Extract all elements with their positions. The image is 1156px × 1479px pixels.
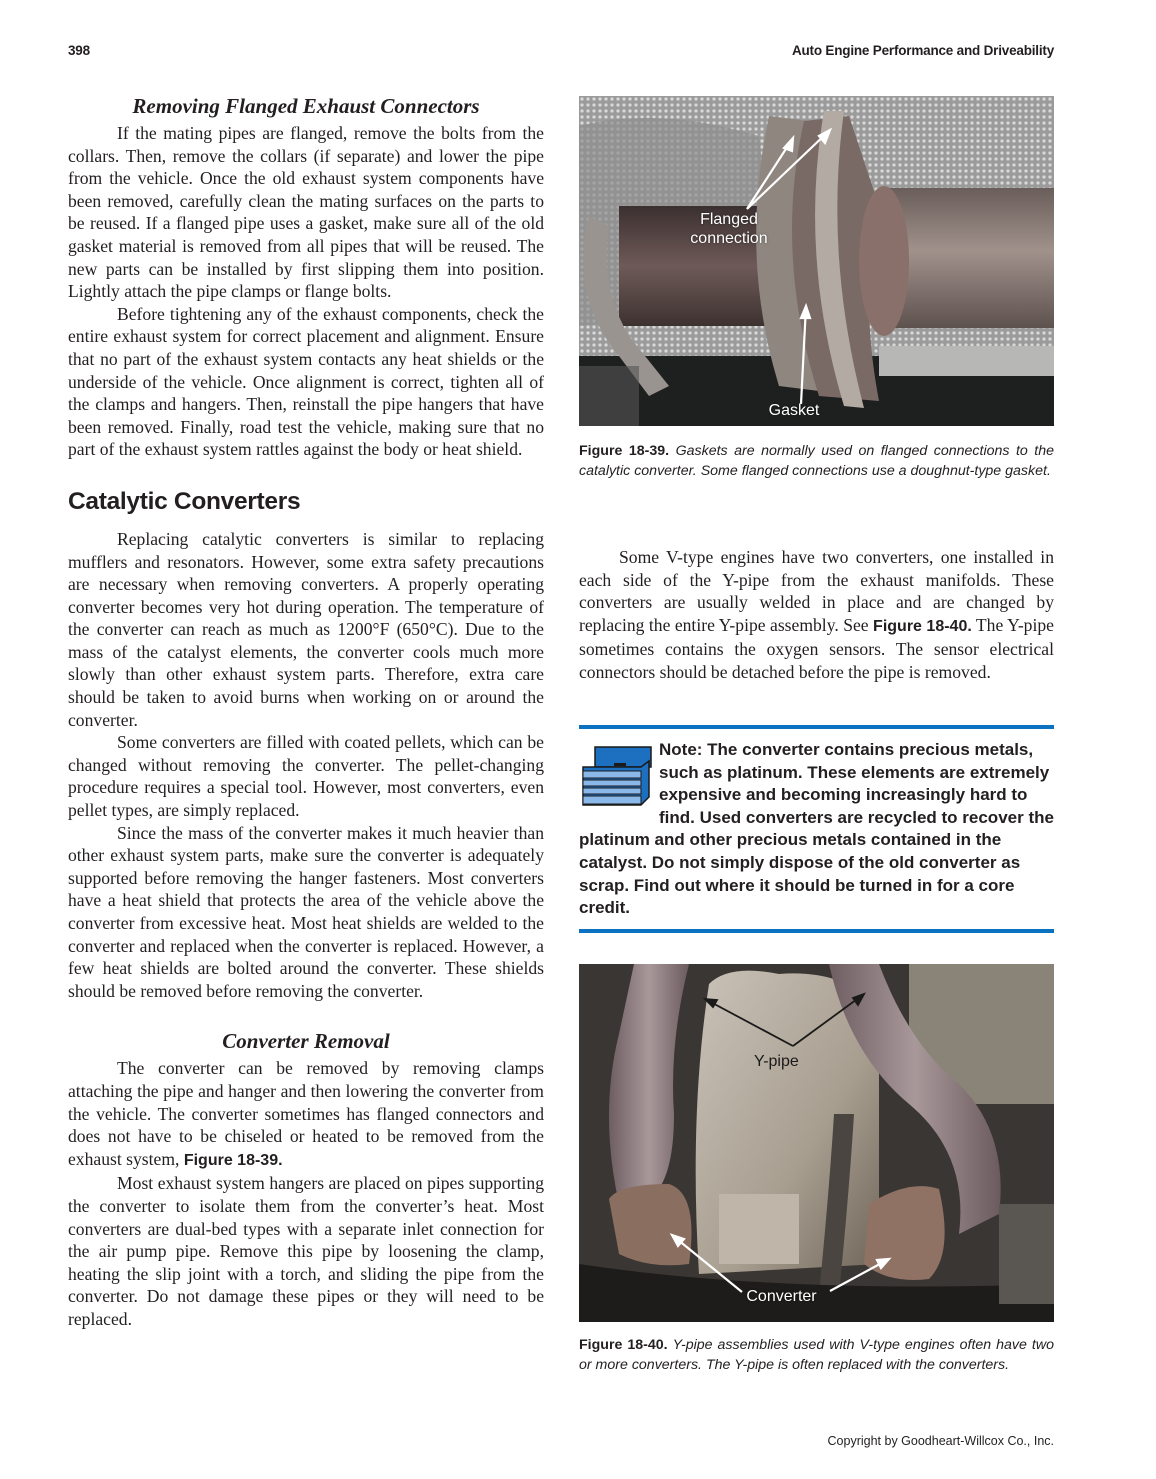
right-column: [579, 96, 1054, 481]
paragraph: Since the mass of the converter makes it much heavier than other exhaust system parts, make sure the converter is adequately supported before removing the hanger fasteners. Most converters have a heat shield that protects the area of the vehicle above the converter from excessive heat. Most heat shields are welded to the converter and replaced when the converter is replaced. However, a few heat shields are bolted around the converter. These shields should be removed before removing the converter.: [68, 822, 544, 1001]
caption-label: Figure 18-40.: [579, 1337, 668, 1353]
note-bottom-rule: [579, 929, 1054, 933]
paragraph: Before tightening any of the exhaust components, check the entire exhaust system for correct placement and alignment. Ensure that no part of the exhaust system contacts any heat shields or the underside of the vehicle. Once alignment is correct, tighten all of the clamps and hangers. Then, reinstall the pipe hangers that have been removed. Finally, road test the vehicle, making sure that no part of the exhaust system rattles against the body or heat shield.: [68, 303, 544, 460]
toolbox-icon: [579, 745, 655, 807]
running-header-title: Auto Engine Performance and Driveability: [791, 43, 1054, 58]
paragraph: Replacing catalytic converters is similar to replacing mufflers and resonators. However, some extra safety precautions are necessary when removing converters. A properly operating converter becomes very hot during operation. The temperature of the converter can reach as much as 1200°F (650°C). Due to the mass of the catalyst elements, the converter cools much more slowly than other exhaust system parts. Therefore, extra care should be taken to avoid burns when working on or around the converter.: [68, 528, 544, 730]
paragraph: Some converters are filled with coated pellets, which can be changed without removing the converter. The pellet-changing procedure requires a special tool. However, most converters, even pellet types, are simply replaced.: [68, 732, 544, 821]
figure-18-40: [579, 964, 1054, 1375]
figure-18-40-caption: [579, 1336, 1054, 1375]
note-body: [579, 729, 1054, 929]
left-column: [68, 92, 544, 1331]
note-text: Note: The converter contains precious metals, such as platinum. These elements are extremely expensive and becoming increasingly hard to find. Used converters are recycled to recover the platinum and other precious metals contained in the catalyst. Do not simply dispose of the old converter as scrap. Find out where it should be turned in for a core credit.: [579, 740, 1054, 918]
paragraph-text: The converter can be removed by removing clamps attaching the pipe and hanger and then lowering the converter from the vehicle. The converter sometimes has flanged connectors and does not have to be chiseled or heated to be removed from the exhaust system,: [68, 1058, 544, 1169]
y-pipe-photo-image: [579, 964, 1054, 1322]
paragraph: [68, 1057, 544, 1172]
label-flanged-connection: Flanged connection: [690, 211, 768, 247]
subheading-converter-removal: Converter Removal: [222, 1029, 390, 1054]
label-gasket: Gasket: [768, 402, 820, 419]
paragraph: If the mating pipes are flanged, remove the bolts from the collars. Then, remove the collars (if separate) and lower the pipe from the vehicle. Once the old exhaust system components have been removed, carefully clean the mating surfaces on the parts to be reused. If a flanged pipe uses a gasket, make sure all of the old gasket material is removed from all pipes that will be reused. The new parts can be installed by first slipping them into position. Lightly attach the pipe clamps or flange bolts.: [68, 123, 544, 302]
figure-reference: Figure 18-39.: [183, 1151, 283, 1169]
caption-label: Figure 18-39.: [579, 443, 670, 459]
figure-reference: Figure 18-40.: [873, 617, 972, 635]
figure-18-39-caption: [579, 442, 1054, 481]
note-box: [579, 725, 1054, 933]
caption-text: Gaskets are normally used on flanged connections to the catalytic converter. Some flanged connections use a doughnut-type gasket.: [579, 443, 1054, 479]
copyright-notice: Copyright by Goodheart-Willcox Co., Inc.: [827, 1434, 1054, 1448]
label-y-pipe: Y-pipe: [754, 1053, 799, 1070]
figure-18-39-photo: [579, 96, 1054, 426]
paragraph-text: Some V-type engines have two converters, one installed in each side of the Y-pipe from the exhaust manifolds. These converters are usually welded in place and are changed by replacing the entire Y-pipe assembly. See: [579, 547, 1054, 635]
paragraph-text: The Y-pipe sometimes contains the oxygen sensors. The sensor electrical connectors should be detached before the pipe is removed.: [579, 614, 1054, 682]
label-converter: Converter: [746, 1288, 817, 1305]
flanged-connection-photo-image: [579, 96, 1054, 426]
paragraph: [579, 546, 1054, 684]
figure-18-40-photo: [579, 964, 1054, 1322]
section-heading-catalytic-converters: Catalytic Converters: [68, 487, 301, 515]
caption-text: Y-pipe assemblies used with V-type engines often have two or more converters. The Y-pipe is often replaced with the converters.: [579, 1337, 1054, 1373]
subheading-removing-flanged: Removing Flanged Exhaust Connectors: [132, 94, 480, 118]
paragraph: Most exhaust system hangers are placed on pipes supporting the converter to isolate them from the converter’s heat. Most converters are dual-bed types with a separate inlet connection for the air pump pipe. Remove this pipe by loosening the clamp, heating the slip joint with a torch, and sliding the pipe from the converter. Do not damage these pipes or they will need to be replaced.: [68, 1173, 544, 1329]
page-number: 398: [68, 43, 90, 58]
right-column-paragraph-block: [579, 546, 1054, 684]
